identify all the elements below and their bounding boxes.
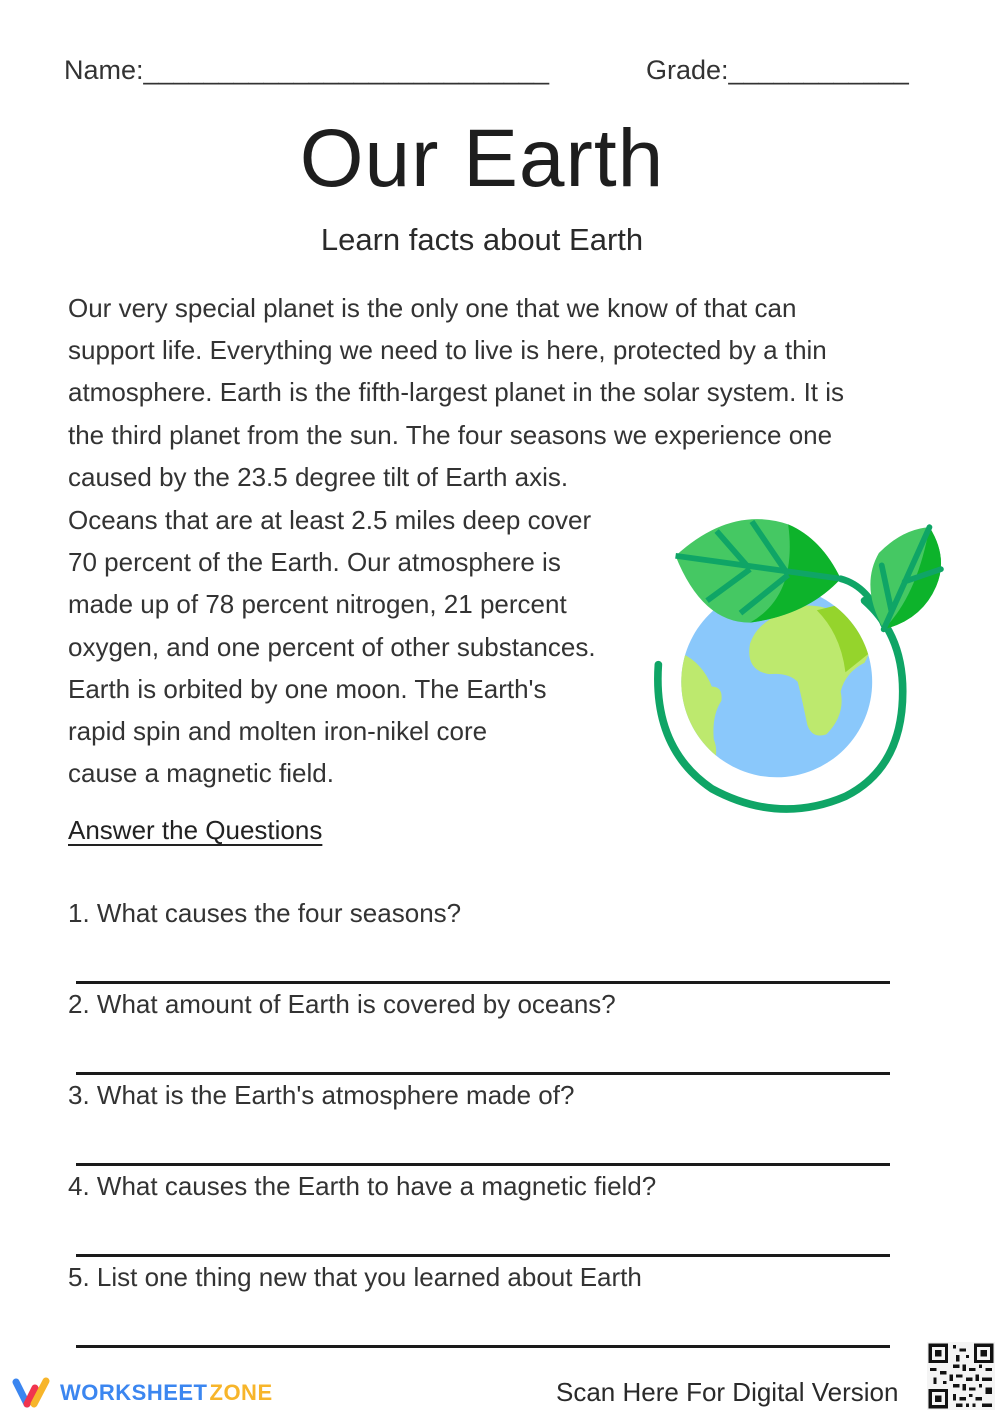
page-title: Our Earth <box>299 113 665 204</box>
brand-name-worksheet: WORKSHEET <box>60 1380 208 1405</box>
question-3: 3. What is the Earth's atmosphere made of? <box>68 1080 575 1110</box>
question-1: 1. What causes the four seasons? <box>68 898 462 928</box>
passage-line: rapid spin and molten iron-nikel core <box>68 716 488 747</box>
passage-line: made up of 78 percent nitrogen, 21 percent <box>68 589 567 620</box>
passage-line: 70 percent of the Earth. Our atmosphere is <box>68 547 561 578</box>
question-2: 2. What amount of Earth is covered by oceans? <box>68 989 616 1019</box>
passage-line: Oceans that are at least 2.5 miles deep cover <box>68 505 592 535</box>
passage-line: cause a magnetic field. <box>68 758 334 789</box>
passage-line: Our very special planet is the only one that we know of that can <box>68 293 797 323</box>
question-5: 5. List one thing new that you learned about Earth <box>68 1262 642 1292</box>
earth-with-leaves-icon <box>645 510 960 825</box>
name-field[interactable]: Name:___________________________ <box>64 55 549 85</box>
passage-line: support life. Everything we need to live is here, protected by a thin <box>68 335 827 366</box>
answer-line-1[interactable] <box>76 981 890 984</box>
worksheetzone-logo-icon <box>10 1376 54 1410</box>
brand-name-zone: ZONE <box>209 1380 273 1405</box>
worksheetzone-logo[interactable] <box>10 1375 273 1411</box>
qr-code-icon[interactable] <box>927 1342 995 1410</box>
passage-paragraph-1 <box>68 287 844 498</box>
passage-line: atmosphere. Earth is the fifth-largest planet in the solar system. It is <box>68 377 845 408</box>
question-4: 4. What causes the Earth to have a magnetic field? <box>68 1171 657 1201</box>
passage-paragraph-2 <box>68 499 596 794</box>
answer-line-4[interactable] <box>76 1254 890 1257</box>
passage-line: the third planet from the sun. The four seasons we experience one <box>68 419 833 450</box>
answer-line-3[interactable] <box>76 1163 890 1166</box>
passage-line: Earth is orbited by one moon. The Earth's <box>68 673 547 704</box>
questions-heading: Answer the Questions <box>68 815 323 845</box>
passage-line: oxygen, and one percent of other substances. <box>68 631 596 662</box>
answer-line-5[interactable] <box>76 1345 890 1348</box>
answer-line-2[interactable] <box>76 1072 890 1075</box>
grade-field[interactable]: Grade:____________ <box>646 55 909 85</box>
scan-instruction: Scan Here For Digital Version <box>556 1377 899 1407</box>
page-subtitle: Learn facts about Earth <box>320 222 644 257</box>
passage-line: caused by the 23.5 degree tilt of Earth axis. <box>68 461 569 492</box>
